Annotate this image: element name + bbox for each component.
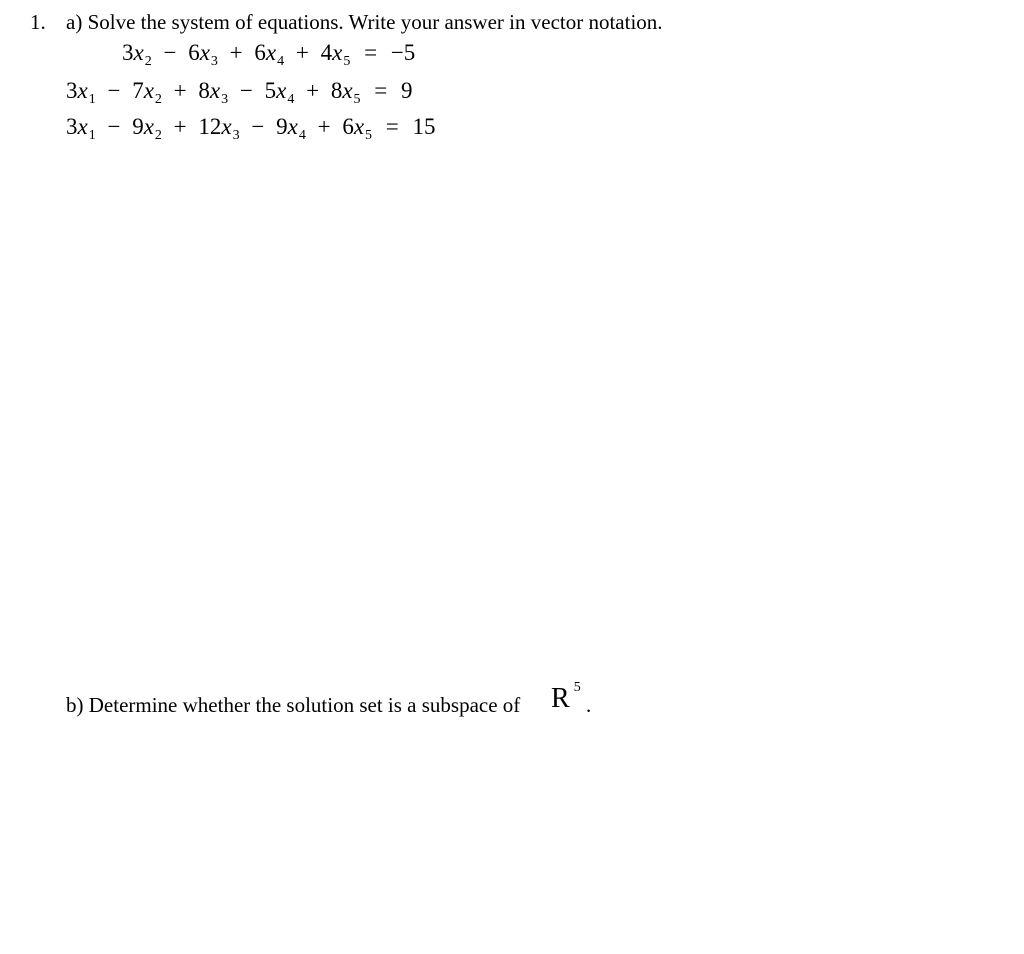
operator: − — [107, 78, 121, 103]
variable-x: x — [276, 78, 287, 103]
coefficient: 8 — [330, 78, 343, 103]
question-number: 1. — [30, 10, 46, 34]
coefficient: 5 — [264, 78, 277, 103]
subscript: 2 — [154, 92, 162, 107]
variable-x: x — [287, 114, 298, 139]
space-exponent: 5 — [573, 679, 581, 695]
coefficient: 3 — [122, 40, 134, 65]
subscript: 1 — [88, 92, 96, 107]
variable-x: x — [143, 78, 154, 103]
variable-x: x — [332, 40, 343, 65]
operator: + — [306, 78, 320, 103]
variable-x: x — [221, 114, 232, 139]
coefficient: 6 — [188, 40, 200, 65]
variable-x: x — [265, 40, 277, 65]
equals-sign: = — [385, 114, 399, 139]
subscript: 4 — [298, 128, 306, 143]
coefficient: 4 — [320, 40, 333, 65]
coefficient: 7 — [132, 78, 144, 103]
subscript: 5 — [365, 128, 373, 143]
right-hand-side: −5 — [390, 40, 416, 65]
variable-x: x — [209, 78, 221, 103]
operator: − — [239, 78, 253, 103]
variable-x: x — [143, 114, 154, 139]
subscript: 3 — [210, 54, 218, 69]
operator: − — [107, 114, 121, 139]
coefficient: 3 — [66, 78, 78, 103]
coefficient: 12 — [198, 114, 222, 139]
space-base: R — [551, 683, 570, 714]
subscript: 1 — [88, 128, 96, 143]
variable-x: x — [77, 114, 88, 139]
part-a-prompt: a) Solve the system of equations. Write your answer in vector notation. — [66, 10, 663, 34]
subscript: 4 — [287, 92, 295, 107]
equals-sign: = — [374, 78, 388, 103]
operator: + — [229, 40, 243, 65]
variable-x: x — [77, 78, 88, 103]
subscript: 2 — [144, 54, 152, 69]
equation-3 — [66, 114, 436, 144]
operator: + — [173, 114, 187, 139]
coefficient: 9 — [132, 114, 144, 139]
coefficient: 6 — [342, 114, 354, 139]
variable-x: x — [353, 114, 365, 139]
subscript: 5 — [353, 92, 361, 107]
equation-2 — [66, 78, 413, 108]
coefficient: 3 — [66, 114, 78, 139]
subscript: 2 — [154, 128, 162, 143]
coefficient: 8 — [198, 78, 210, 103]
right-hand-side: 15 — [412, 114, 436, 139]
variable-x: x — [133, 40, 144, 65]
right-hand-side: 9 — [401, 78, 413, 103]
subscript: 4 — [277, 54, 285, 69]
operator: − — [163, 40, 177, 65]
coefficient: 9 — [276, 114, 288, 139]
operator: + — [173, 78, 187, 103]
equation-1 — [122, 40, 415, 70]
variable-x: x — [342, 78, 353, 103]
operator: + — [317, 114, 331, 139]
variable-x: x — [199, 40, 210, 65]
part-b-prompt: b) Determine whether the solution set is a subspace of — [66, 693, 521, 717]
equals-sign: = — [364, 40, 378, 65]
operator: − — [251, 114, 265, 139]
subscript: 3 — [232, 128, 240, 143]
end-period: . — [586, 693, 592, 717]
coefficient: 6 — [254, 40, 266, 65]
operator: + — [295, 40, 309, 65]
subscript: 5 — [343, 54, 351, 69]
subscript: 3 — [221, 92, 229, 107]
vector-space-symbol — [551, 679, 581, 715]
